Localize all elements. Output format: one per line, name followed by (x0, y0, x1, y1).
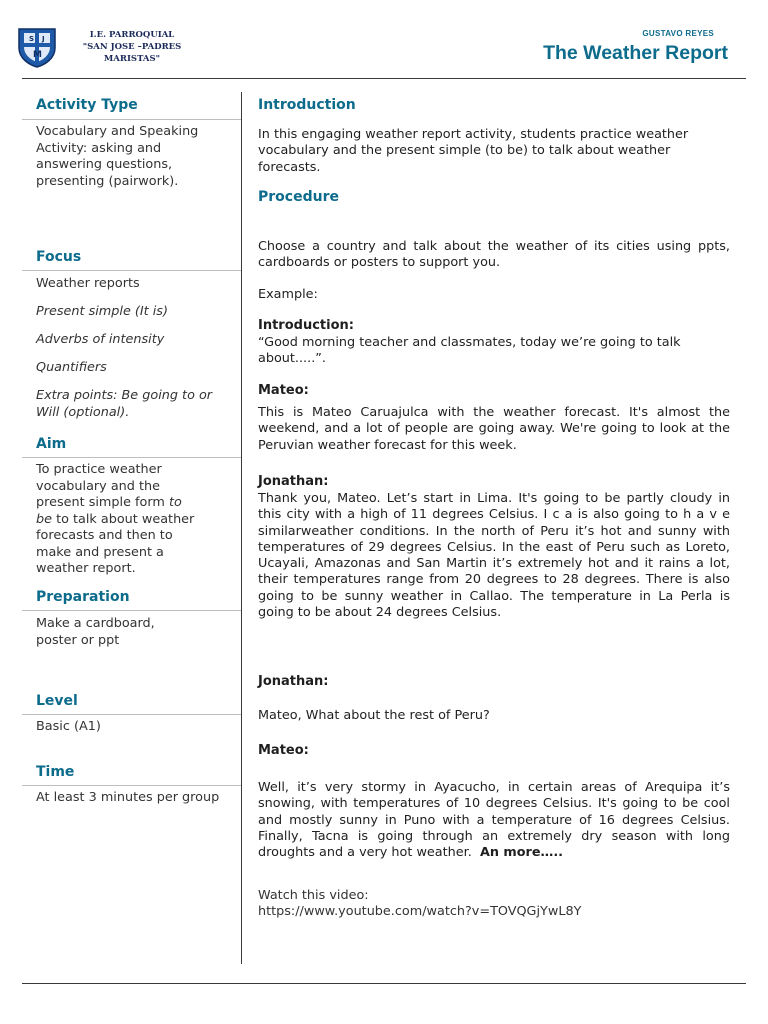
activity-type-heading: Activity Type (36, 97, 138, 113)
introduction-text: In this engaging weather report activity, students practice weather vocabulary and the present simple (to be) to talk about weather forecasts. (258, 127, 689, 175)
speaker-label: Jonathan: (258, 474, 329, 489)
time-heading: Time (36, 764, 75, 780)
school-line-1: I.E. PARROQUIAL (89, 30, 175, 40)
more-text: An more….. (479, 845, 564, 861)
section-divider (22, 457, 241, 458)
procedure-heading: Procedure (258, 189, 339, 205)
section-divider (22, 610, 241, 611)
activity-type-text: Vocabulary and Speaking Activity: asking and answering questions, presenting (pairwork). (36, 124, 199, 189)
introduction-heading: Introduction (258, 97, 356, 113)
speaker-label: Mateo: (258, 383, 309, 398)
level-heading: Level (36, 693, 78, 709)
footer-divider (22, 983, 746, 984)
aim-heading: Aim (36, 436, 67, 452)
speaker-label: Mateo: (258, 743, 309, 758)
focus-item: Present simple (It is) (36, 304, 168, 319)
school-line-2: "SAN JOSE –PADRES MARISTAS" (82, 42, 182, 64)
author-name: GUSTAVO REYES (642, 29, 714, 38)
school-name (62, 29, 202, 65)
focus-item: Adverbs of intensity (36, 332, 165, 347)
section-divider (22, 270, 241, 271)
aim-text (36, 462, 196, 578)
intro-label: Introduction: (258, 318, 354, 333)
header-divider (22, 78, 746, 79)
focus-item: Weather reports (36, 276, 140, 291)
video-label: Watch this video: (258, 888, 369, 903)
intro-quote: “Good morning teacher and classmates, today we’re going to talk about.....”. (258, 335, 681, 367)
preparation-heading: Preparation (36, 589, 130, 605)
logo-letter-m: M (33, 50, 42, 60)
aim-text-italic: to be (36, 495, 182, 527)
section-divider (22, 785, 241, 786)
procedure-text: Choose a country and talk about the weather of its cities using ppts, cardboards or posters to support you. (258, 239, 730, 271)
dialogue-text: Well, it’s very stormy in Ayacucho, in certain areas of Arequipa it’s snowing, with temperatures of 10 degrees Celsius. It's going to be cool and mostly sunny in Puno with a temperature of 16 degrees Celsius. Finally, Tacna is going through an extremely dry season with long droughts and a very hot weather. (258, 780, 730, 861)
speaker-label: Jonathan: (258, 674, 329, 689)
focus-heading: Focus (36, 249, 82, 265)
example-label: Example: (258, 287, 318, 302)
time-text: At least 3 minutes per group (36, 790, 220, 805)
school-crest-icon (16, 26, 58, 68)
level-text: Basic (A1) (36, 719, 101, 734)
aim-text-part: To practice weather vocabulary and the present simple form (36, 462, 169, 510)
column-divider (241, 92, 242, 964)
document-title: The Weather Report (543, 42, 728, 64)
focus-item: Extra points: Be going to or Will (optional). (36, 388, 213, 420)
focus-item: Quantifiers (36, 360, 107, 375)
preparation-text: Make a cardboard, poster or ppt (36, 616, 155, 648)
logo-letter-s: S (29, 35, 35, 43)
dialogue-paragraph: Mateo, What about the rest of Peru? (258, 708, 490, 723)
dialogue-paragraph (258, 780, 730, 861)
dialogue-paragraph: Thank you, Mateo. Let’s start in Lima. It's going to be partly cloudy in this city with a high of 11 degrees Celsius. I c a is also going to h a v e similarweather conditions. In the north of Peru it’s hot and sunny with temperatures of 29 degrees Celsius. In the east of Peru such as Loreto, Ucayali, Amazonas and San Martin it’s extremely hot and it rains a lot, their temperatures range from 20 degrees to 28 degrees. There is also going to be sunny weather in Callao. The temperature in La Perla is going to be about 24 degrees Celsius. (258, 491, 730, 621)
section-divider (22, 119, 241, 120)
aim-text-part: to talk about weather forecasts and then to make and present a weather report. (36, 511, 195, 576)
section-divider (22, 714, 241, 715)
logo-letter-j: J (42, 35, 45, 43)
video-block (258, 888, 730, 921)
video-link[interactable]: https://www.youtube.com/watch?v=TOVQGjYwL8Y (258, 904, 582, 920)
dialogue-paragraph: This is Mateo Caruajulca with the weather forecast. It's almost the weekend, and a lot of people are going away. We're going to look at the Peruvian weather forecast for this week. (258, 405, 730, 453)
